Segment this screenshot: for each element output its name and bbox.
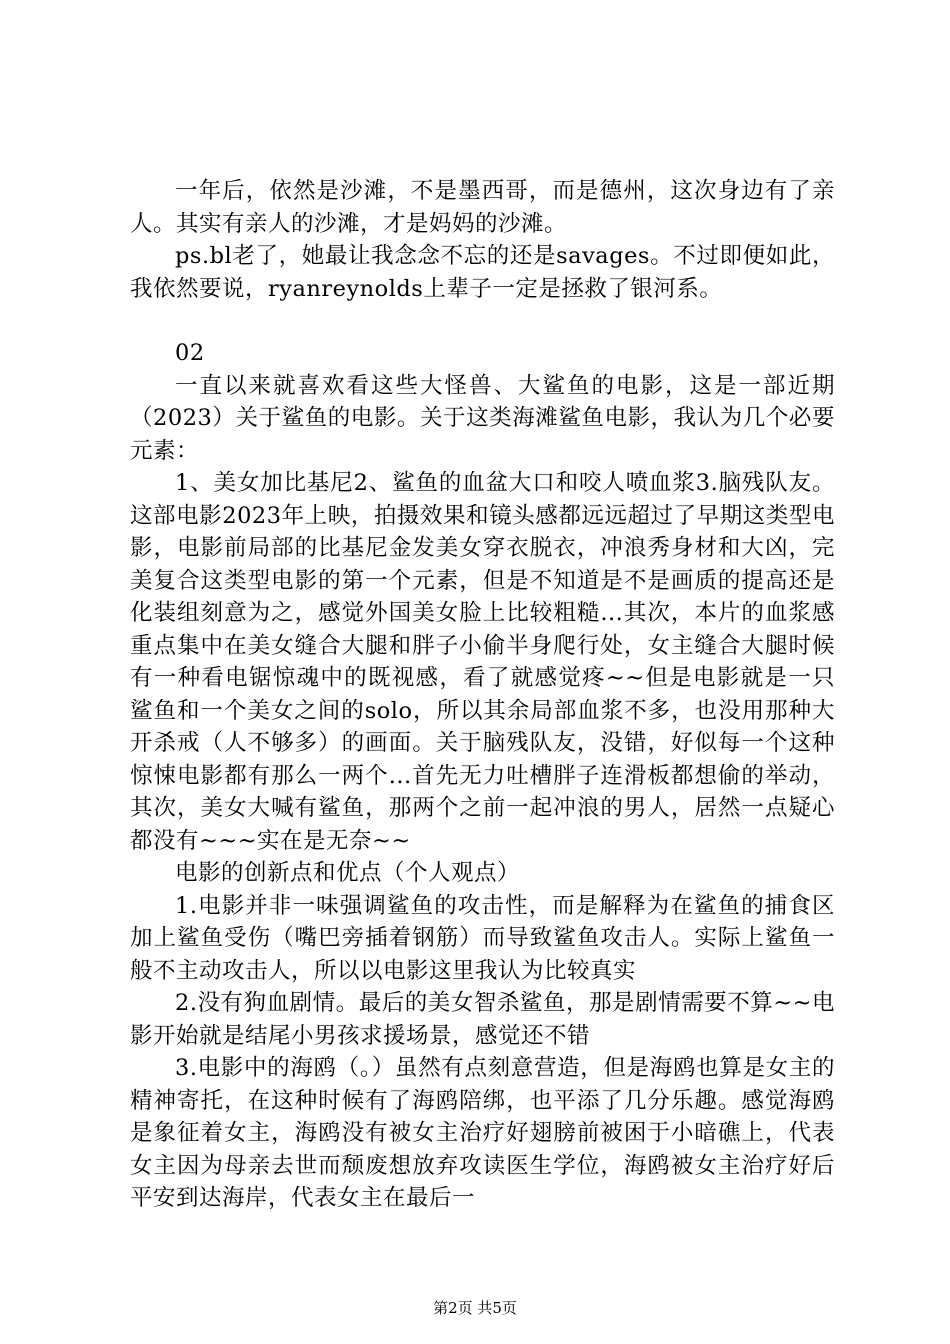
subheading-innovations: 电影的创新点和优点（个人观点） [175, 860, 521, 886]
paragraph-beach-year-later: 一年后，依然是沙滩，不是墨西哥，而是德州，这次身边有了亲人。其实有亲人的沙滩，才是妈妈的沙滩。 [130, 178, 835, 237]
section-number: 02 [175, 340, 205, 366]
paragraph-elements: 1、美女加比基尼2、鲨鱼的血盆大口和咬人喷血浆3.脑残队友。这部电影2023年上映，拍摄效果和镜头感都远远超过了早期这类型电影，电影前局部的比基尼金发美女穿衣脱衣，冲浪秀身材和大凶，完美复合这类型电影的第一个元素，但是不知道是不是画质的提高还是化装组刻意为之，感觉外国美女脸上比较粗糙...其次，本片的血浆感重点集中在美女缝合大腿和胖子小偷半身爬行处，女主缝合大腿时候有一种看电锯惊魂中的既视感，看了就感觉疼~~但是电影就是一只鲨鱼和一个美女之间的solo，所以其余局部血浆不多，也没用那种大开杀戒（人不够多）的画面。关于脑残队友，没错，好似每一个这种惊悚电影都有那么一两个...首先无力吐槽胖子连滑板都想偷的举动，其次，美女大喊有鲨鱼，那两个之前一起冲浪的男人，居然一点疑心都没有~~~实在是无奈~~ [130, 470, 835, 854]
document-body [130, 175, 835, 1215]
paragraph-point-3: 3.电影中的海鸥（。）虽然有点刻意营造，但是海鸥也算是女主的精神寄托，在这种时候有了海鸥陪绑，也平添了几分乐趣。感觉海鸥是象征着女主，海鸥没有被女主治疗好翅膀前被困于小暗礁上，代表女主因为母亲去世而颓废想放弃攻读医生学位，海鸥被女主治疗好后平安到达海岸，代表女主在最后一 [130, 1055, 835, 1211]
paragraph-point-2: 2.没有狗血剧情。最后的美女智杀鲨鱼，那是剧情需要不算~~电影开始就是结尾小男孩求援场景，感觉还不错 [130, 990, 835, 1049]
paragraph-point-1: 1.电影并非一味强调鲨鱼的攻击性，而是解释为在鲨鱼的捕食区加上鲨鱼受伤（嘴巴旁插着钢筋）而导致鲨鱼攻击人。实际上鲨鱼一般不主动攻击人，所以以电影这里我认为比较真实 [130, 892, 835, 984]
paragraph-intro: 一直以来就喜欢看这些大怪兽、大鲨鱼的电影，这是一部近期（2023）关于鲨鱼的电影。关于这类海滩鲨鱼电影，我认为几个必要元素： [130, 372, 835, 464]
page-number-footer: 第2页 共5页 [433, 1299, 517, 1317]
paragraph-ps-note: ps.bl老了，她最让我念念不忘的还是savages。不过即便如此，我依然要说，ryanreynolds上辈子一定是拯救了银河系。 [130, 243, 835, 302]
